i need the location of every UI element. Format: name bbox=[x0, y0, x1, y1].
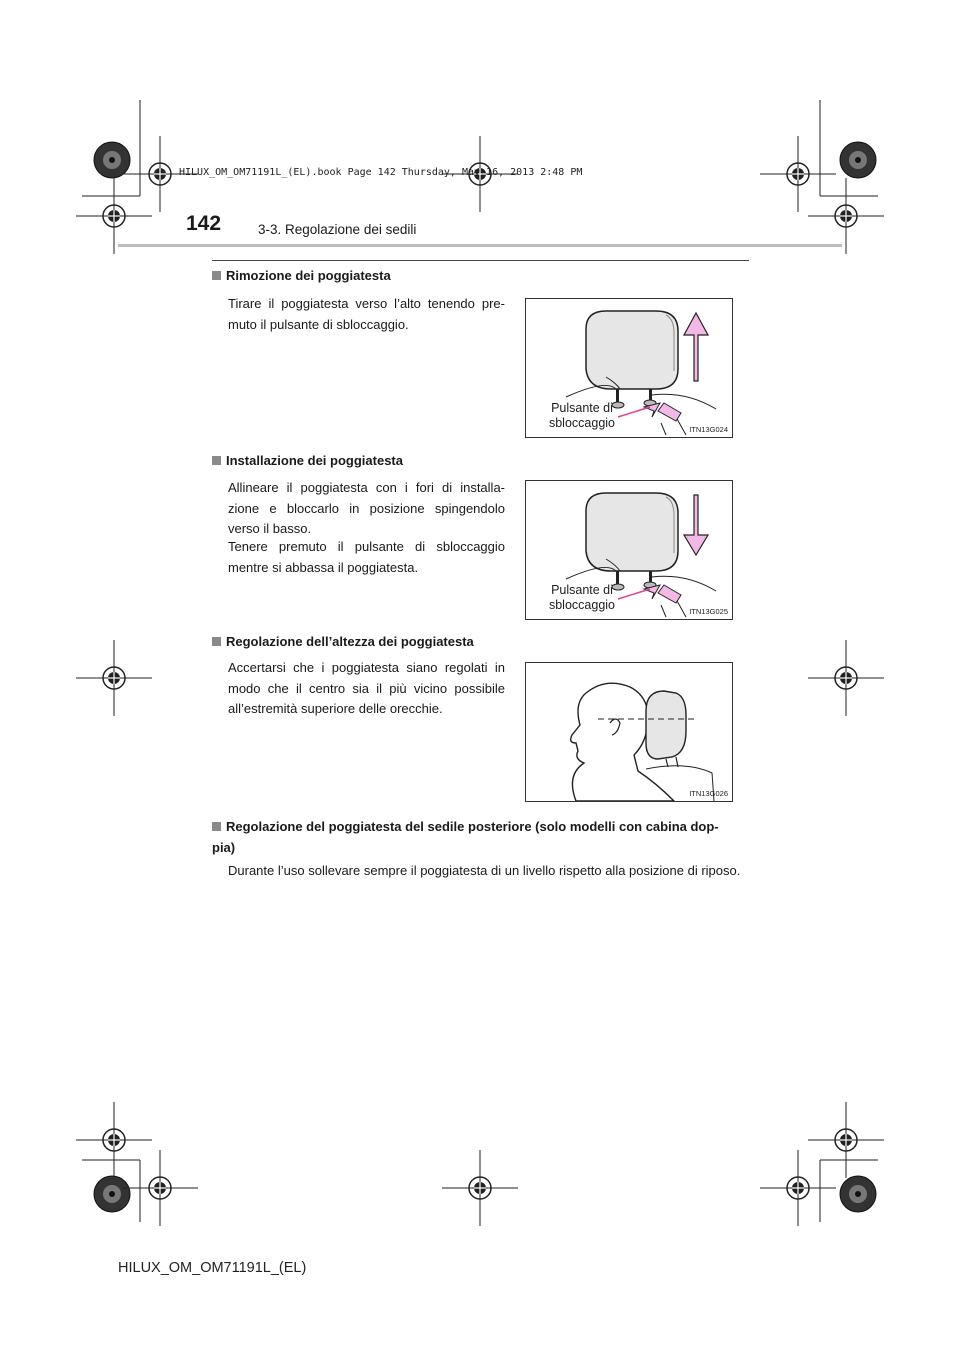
header-bar bbox=[118, 244, 842, 247]
registration-mark-icon bbox=[122, 1150, 198, 1226]
color-wheel-icon bbox=[840, 142, 876, 178]
figure-code: ITN13G024 bbox=[689, 425, 728, 434]
bullet-square-icon bbox=[212, 456, 221, 465]
bullet-square-icon bbox=[212, 822, 221, 831]
chapter-title: 3-3. Regolazione dei sedili bbox=[258, 222, 417, 237]
paragraph: Accertarsi che i poggiatesta siano regolati in modo che il centro sia il più vicino possibile all’estremità superiore delle orecchie. bbox=[228, 660, 505, 716]
book-info-line: HILUX_OM_OM71191L_(EL).book Page 142 Thursday, May 16, 2013 2:48 PM bbox=[179, 167, 583, 178]
bullet-square-icon bbox=[212, 271, 221, 280]
bullet-square-icon bbox=[212, 637, 221, 646]
paragraph: Allineare il poggiatesta con i fori di installa- zione e bloccarlo in posizione spingendolo verso il basso. bbox=[228, 480, 505, 536]
section-title: Regolazione dell’altezza dei poggiatesta bbox=[212, 634, 474, 649]
paragraph: Durante l’uso sollevare sempre il poggiatesta di un livello rispetto alla posizione di riposo. bbox=[228, 863, 741, 878]
section-title: Installazione dei poggiatesta bbox=[212, 453, 403, 468]
release-button-label: Pulsante di sbloccaggio bbox=[548, 401, 615, 430]
registration-mark-icon bbox=[76, 640, 152, 716]
paragraph: Tirare il poggiatesta verso l’alto tenendo pre- muto il pulsante di sbloccaggio. bbox=[228, 296, 505, 332]
registration-mark-icon bbox=[760, 1150, 836, 1226]
paragraph: Tenere premuto il pulsante di sbloccaggio mentre si abbassa il poggiatesta. bbox=[228, 539, 505, 575]
page-number: 142 bbox=[186, 212, 222, 235]
release-button-label: Pulsante di sbloccaggio bbox=[548, 583, 615, 612]
figure-code: ITN13G025 bbox=[689, 607, 728, 616]
color-wheel-icon bbox=[840, 1176, 876, 1212]
registration-mark-icon bbox=[76, 178, 152, 254]
registration-mark-icon bbox=[808, 640, 884, 716]
figure-headrest-removal bbox=[525, 298, 733, 438]
figure-headrest-height bbox=[525, 662, 733, 802]
figure-code: ITN13G026 bbox=[689, 789, 728, 798]
registration-mark-icon bbox=[808, 1102, 884, 1178]
registration-mark-icon bbox=[808, 178, 884, 254]
color-wheel-icon bbox=[94, 142, 130, 178]
registration-mark-icon bbox=[442, 1150, 518, 1226]
color-wheel-icon bbox=[94, 1176, 130, 1212]
registration-mark-icon bbox=[76, 1102, 152, 1178]
figure-headrest-installation bbox=[525, 480, 733, 620]
manual-code: HILUX_OM_OM71191L_(EL) bbox=[118, 1260, 307, 1276]
section-title: Rimozione dei poggiatesta bbox=[212, 268, 391, 283]
section-title: Regolazione del poggiatesta del sedile posteriore (solo modelli con cabina dop- pia) bbox=[212, 819, 719, 855]
registration-mark-icon bbox=[760, 136, 836, 212]
header-rule bbox=[212, 260, 749, 261]
